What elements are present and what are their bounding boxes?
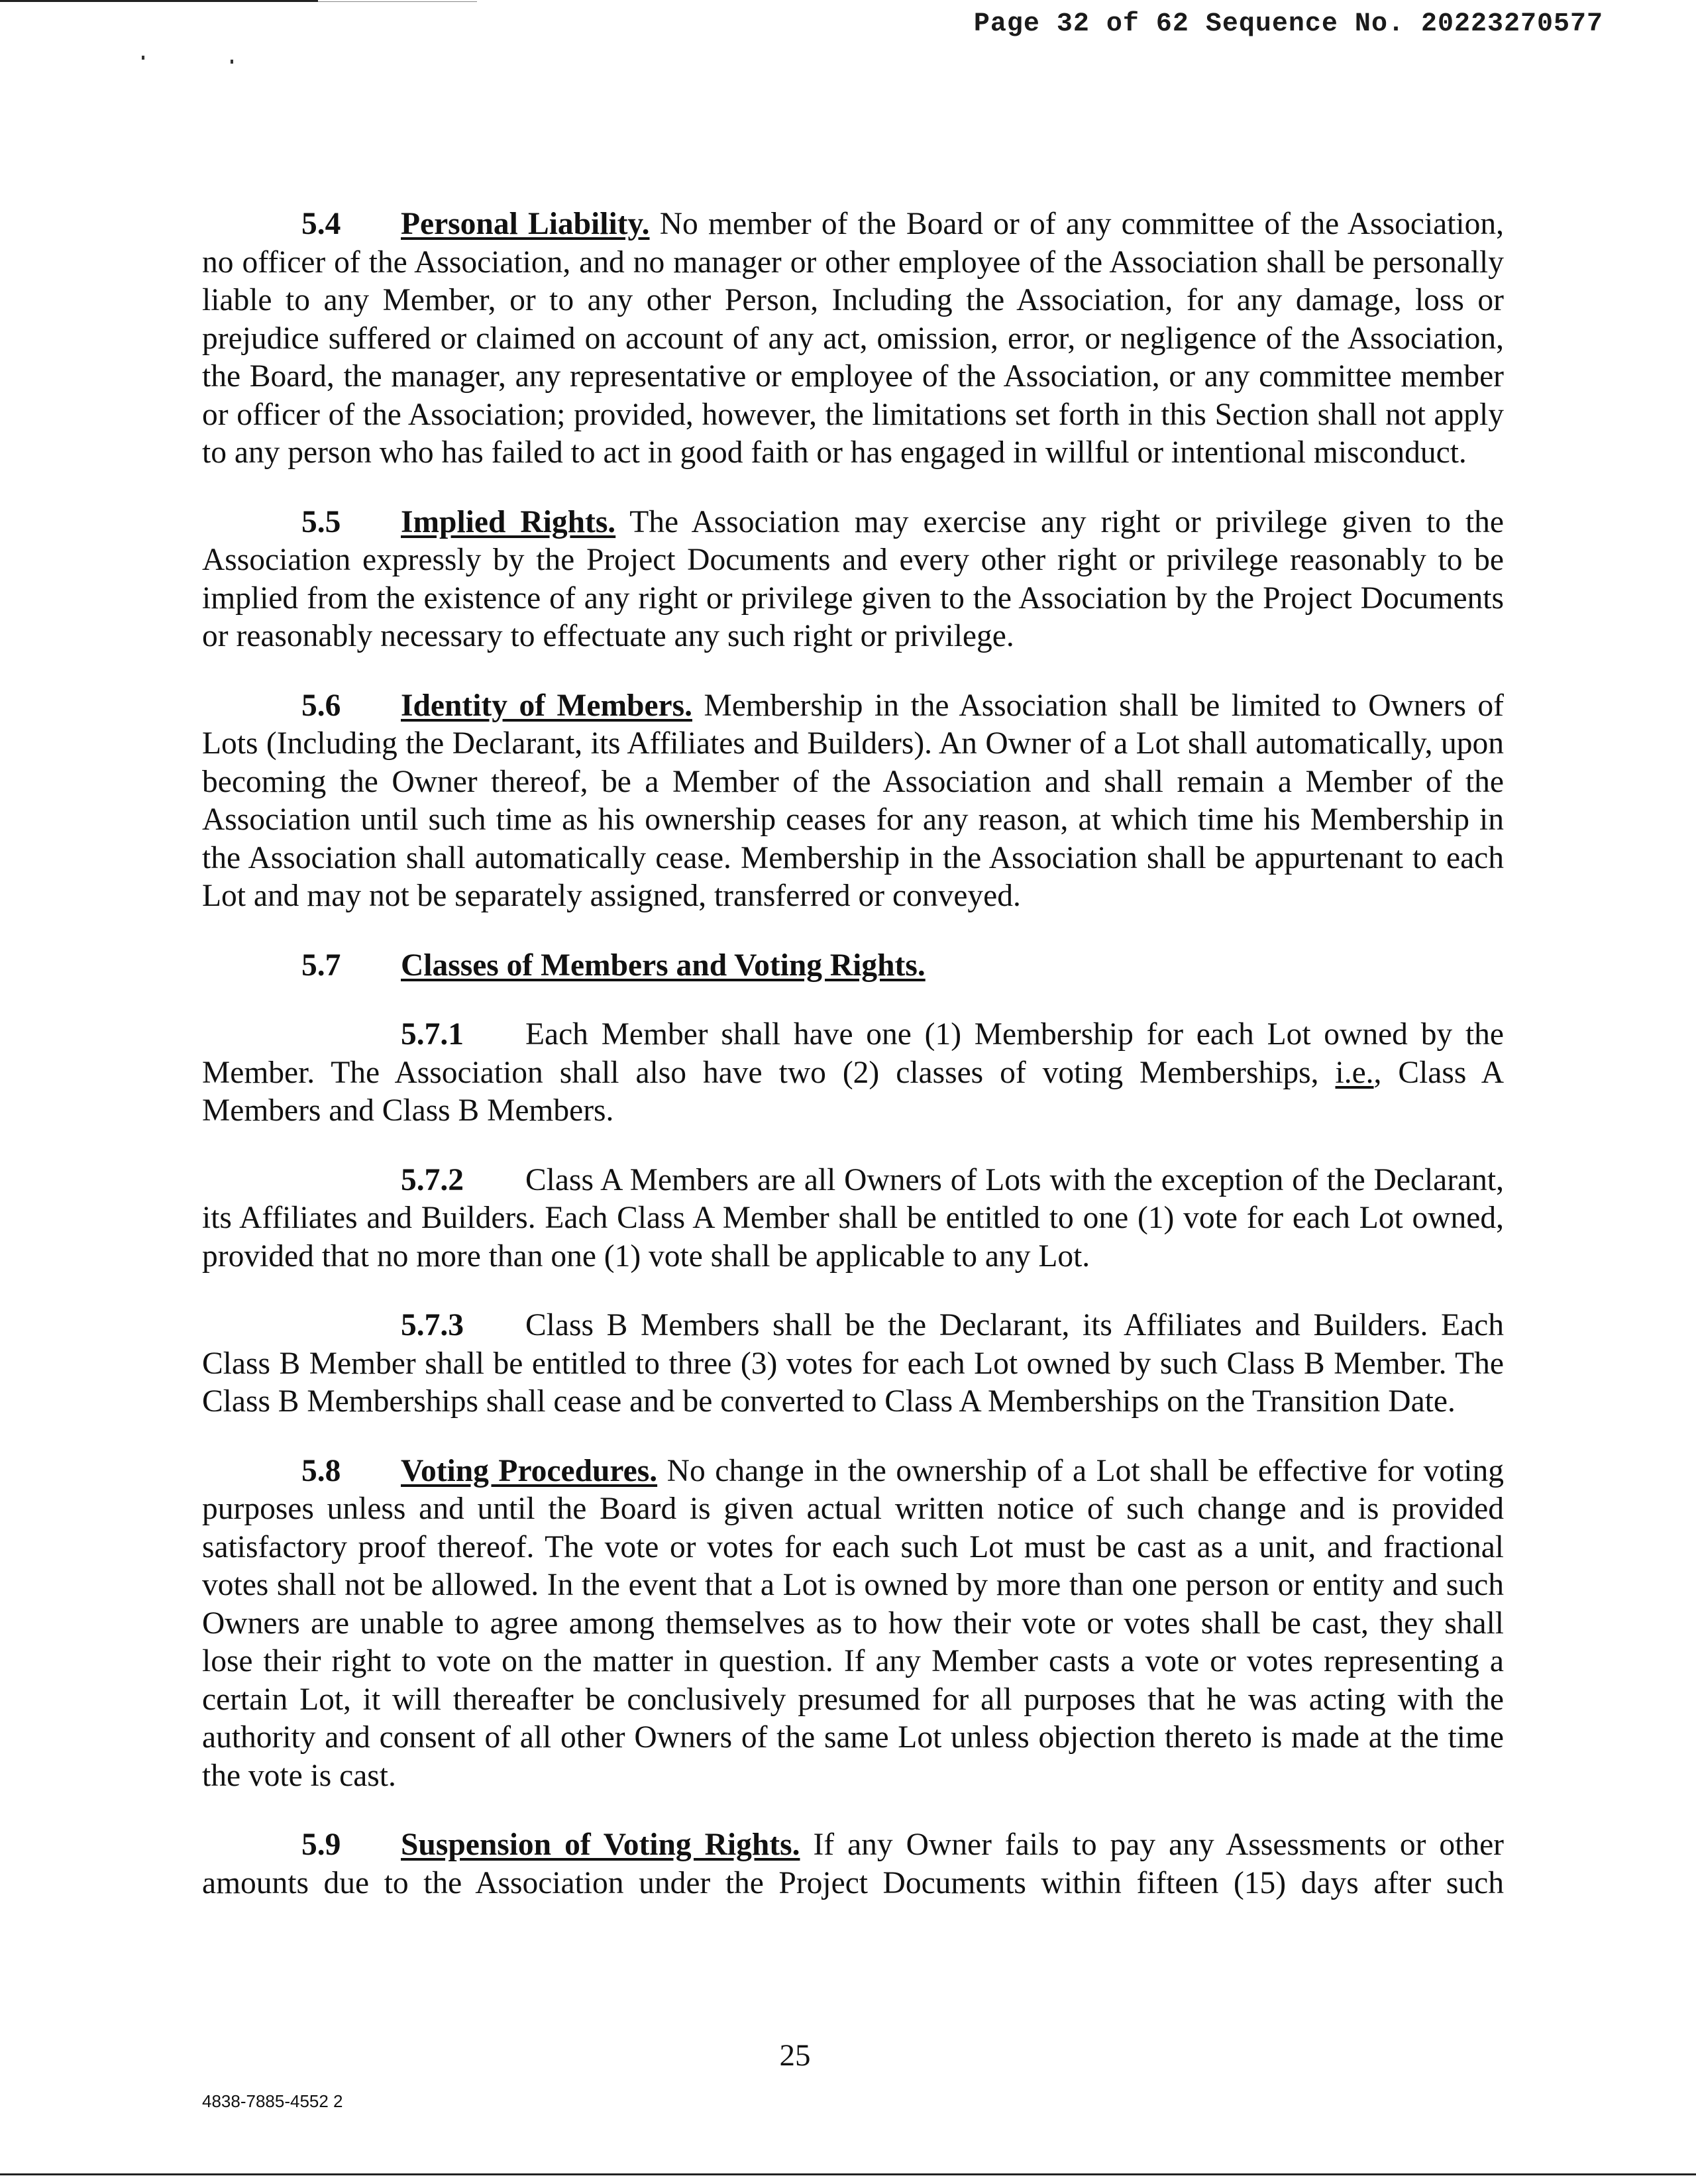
section-5-7-2 bbox=[202, 1162, 1504, 1276]
section-heading: Voting Procedures. bbox=[401, 1453, 658, 1488]
section-number: 5.9 bbox=[301, 1828, 341, 1862]
section-number: 5.7.1 bbox=[401, 1017, 464, 1052]
section-5-8 bbox=[202, 1452, 1504, 1796]
section-text-b: , Class A Members and Class B Members. bbox=[202, 1055, 1504, 1128]
section-5-4 bbox=[202, 205, 1504, 472]
section-text: Class B Members shall be the Declarant, its Affiliates and Builders. Each Class B Member shall be entitled to three (3) votes for each Lot owned by such Class B Member. The Class B Memberships shall cease and be converted to Class A Memberships on the Transition Date. bbox=[202, 1308, 1504, 1419]
section-5-7-3 bbox=[202, 1307, 1504, 1421]
page-sequence-header: Page 32 of 62 Sequence No. 20223270577 bbox=[973, 9, 1603, 39]
section-number: 5.8 bbox=[301, 1453, 341, 1488]
section-5-7 bbox=[202, 947, 1504, 985]
section-number: 5.5 bbox=[301, 504, 341, 539]
bottom-scan-rule bbox=[0, 2173, 1696, 2175]
section-5-7-1 bbox=[202, 1016, 1504, 1130]
section-text: The Association may exercise any right or privilege given to the Association expressly by the Project Documents and every other right or privilege reasonably to be implied from the existence of any right or privilege given to the Association by the Project Documents or reasonably necessary to effectuate any such right or privilege. bbox=[202, 504, 1505, 653]
section-heading: Personal Liability. bbox=[401, 207, 650, 241]
section-heading: Identity of Members. bbox=[401, 688, 692, 723]
top-scan-rule-faint bbox=[318, 1, 477, 2]
section-5-5 bbox=[202, 504, 1504, 656]
section-text: No member of the Board or of any committee of the Association, no officer of the Association, and no manager or other employee of the Association shall be personally liable to any Member, or to any other Person, Including the Association, for any damage, loss or prejudice suffered or claimed on account of any act, omission, error, or negligence of the Association, the Board, the manager, any representative or employee of the Association, or any committee member or officer of the Association; provided, however, the limitations set forth in this Section shall not apply to any person who has failed to act in good faith or has engaged in willful or intentional misconduct. bbox=[202, 207, 1504, 470]
section-number: 5.4 bbox=[301, 207, 341, 241]
section-number: 5.6 bbox=[301, 688, 341, 723]
section-number: 5.7 bbox=[301, 948, 341, 983]
section-text: If any Owner fails to pay any Assessments or other amounts due to the Association under the Project Documents within fifteen (15) days after such bbox=[202, 1828, 1504, 1900]
scan-specks bbox=[139, 53, 245, 66]
top-scan-rule bbox=[0, 0, 318, 2]
section-heading: Classes of Members and Voting Rights. bbox=[401, 948, 926, 983]
section-text: Class A Members are all Owners of Lots with the exception of the Declarant, its Affiliates and Builders. Each Class A Member shall be entitled to one (1) vote for each Lot owned, provided that no more than one (1) vote shall be applicable to any Lot. bbox=[202, 1162, 1504, 1274]
section-heading: Implied Rights. bbox=[401, 504, 616, 539]
section-5-9 bbox=[202, 1826, 1504, 1902]
document-body bbox=[202, 205, 1504, 1934]
section-text: Membership in the Association shall be limited to Owners of Lots (Including the Declarant, its Affiliates and Builders). An Owner of a Lot shall automatically, upon becoming the Owner thereof, be a Member of the Association and shall remain a Member of the Association until such time as his ownership ceases for any reason, at which time his Membership in the Association shall automatically cease. Membership in the Association shall be appurtenant to each Lot and may not be separately assigned, transferred or conveyed. bbox=[202, 688, 1504, 913]
ie-abbreviation: i.e. bbox=[1335, 1055, 1374, 1090]
section-heading: Suspension of Voting Rights. bbox=[401, 1828, 800, 1862]
section-number: 5.7.3 bbox=[401, 1308, 464, 1342]
section-text: No change in the ownership of a Lot shall be effective for voting purposes unless and until the Board is given actual written notice of such change and is provided satisfactory proof thereof. The vote or votes for each such Lot must be cast as a unit, and fractional votes shall not be allowed. In the event that a Lot is owned by more than one person or entity and such Owners are unable to agree among themselves as to how their vote or votes shall be cast, they shall lose their right to vote on the matter in question. If any Member casts a vote or votes representing a certain Lot, it will thereafter be conclusively presumed for all purposes that he was acting with the authority and consent of all other Owners of the same Lot unless objection thereto is made at the time the vote is cast. bbox=[202, 1453, 1504, 1793]
document-id: 4838-7885-4552 2 bbox=[202, 2091, 343, 2111]
section-5-6 bbox=[202, 687, 1504, 916]
section-text-a: Each Member shall have one (1) Membership for each Lot owned by the Member. The Association shall also have two (2) classes of voting Memberships, bbox=[202, 1017, 1504, 1090]
section-number: 5.7.2 bbox=[401, 1162, 464, 1197]
page-number: 25 bbox=[779, 2038, 811, 2073]
